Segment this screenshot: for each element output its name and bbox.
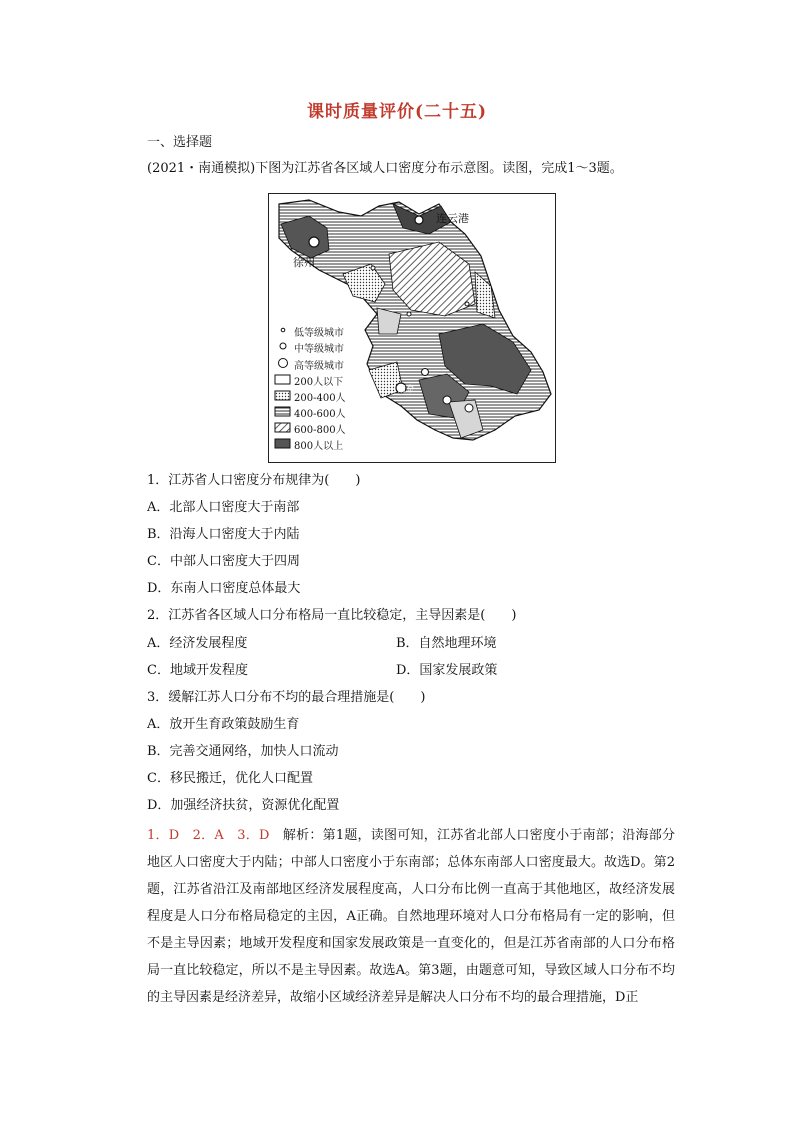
answer-text: 解析：第1题，读图可知，江苏省北部人口密度小于南部；沿海部分地区人口密度大于内陆；中部人口密度小于东南部；总体东南部人口密度最大。故选D。第2题，江苏省沿江及南部地区经济发展程度高，人口分布比例一直高于其他地区，故经济发展程度是人口分布格局稳定的主因，A正确。自然地理环境对人口分布格局有一定的影响，但不是主导因素；地域开发程度和国家发展政策是一直变化的，但是江苏省南部的人口分布格局一直比较稳定，所以不是主导因素。故选A。第3题，由题意可知，导致区域人口分布不均的主导因素是经济差异，故缩小区域经济差异是解决人口分布不均的最合理措施，D正: [147, 828, 675, 1005]
legend-label-1: 中等级城市: [294, 344, 344, 355]
legend-symbol-dots: [275, 391, 290, 400]
city-mid-1: [422, 369, 429, 376]
legend-label-7: 800人以上: [294, 441, 344, 452]
question-2-option-d: D．国家发展政策: [396, 663, 498, 678]
population-density-map: [268, 193, 556, 463]
question-1-option-a: A．北部人口密度大于南部: [147, 500, 300, 515]
city-small-1: [407, 312, 411, 316]
lianyungang-city: [415, 216, 423, 224]
legend-symbol-dot-large: [279, 359, 288, 368]
legend-symbol-dark: [275, 439, 290, 448]
section-heading: 一、选择题: [147, 135, 213, 150]
legend-label-5: 400-600人: [294, 409, 346, 420]
question-2-option-a: A．经济发展程度: [147, 636, 248, 651]
city-mid-3: [465, 404, 473, 412]
legend-label-0: 低等级城市: [294, 328, 344, 339]
city-label-lianyungang: 连云港: [436, 212, 469, 225]
question-2-option-b: B．自然地理环境: [396, 636, 497, 651]
legend-symbol-horizontal-lines: [275, 407, 290, 416]
question-1-option-d: D．东南人口密度总体最大: [147, 581, 301, 596]
question-3-stem: 3．缓解江苏人口分布不均的最合理措施是( ): [147, 690, 426, 705]
city-small-3: [465, 302, 469, 306]
question-3-option-b: B．完善交通网络，加快人口流动: [147, 744, 339, 759]
question-intro: (2021・南通模拟)下图为江苏省各区域人口密度分布示意图。读图，完成1～3题。: [147, 161, 623, 176]
question-2-option-c: C．地域开发程度: [147, 663, 248, 678]
xuzhou-city: [309, 237, 319, 247]
city-label-nanjing: 南京: [397, 385, 416, 395]
legend-symbol-diagonal-lines: [275, 423, 290, 432]
question-2-stem: 2．江苏省各区域人口分布格局一直比较稳定，主导因素是( ): [147, 608, 517, 623]
question-3-option-d: D．加强经济扶贫，资源优化配置: [147, 798, 340, 813]
question-1-option-b: B．沿海人口密度大于内陆: [147, 527, 300, 542]
legend-symbol-dot-small: [281, 328, 285, 332]
question-1-stem: 1．江苏省人口密度分布规律为( ): [147, 473, 361, 488]
answer-key: 1．D 2．A 3．D: [147, 828, 270, 843]
city-label-xuzhou: 徐州: [293, 256, 315, 269]
legend-label-3: 200人以下: [294, 377, 344, 388]
legend-label-6: 600-800人: [294, 425, 346, 436]
city-small-2: [371, 266, 375, 270]
legend-label-4: 200-400人: [294, 393, 346, 404]
page-title: 课时质量评价(二十五): [306, 102, 488, 122]
question-3-option-a: A．放开生育政策鼓励生育: [147, 717, 300, 732]
answer-explanation: [147, 822, 675, 1011]
question-1-option-c: C．中部人口密度大于四周: [147, 554, 300, 569]
city-mid-2: [443, 396, 451, 404]
question-3-option-c: C．移民搬迁，优化人口配置: [147, 771, 313, 786]
legend-label-2: 高等级城市: [294, 361, 344, 372]
legend-symbol-blank: [275, 375, 290, 384]
legend-symbol-dot-medium: [280, 343, 286, 349]
